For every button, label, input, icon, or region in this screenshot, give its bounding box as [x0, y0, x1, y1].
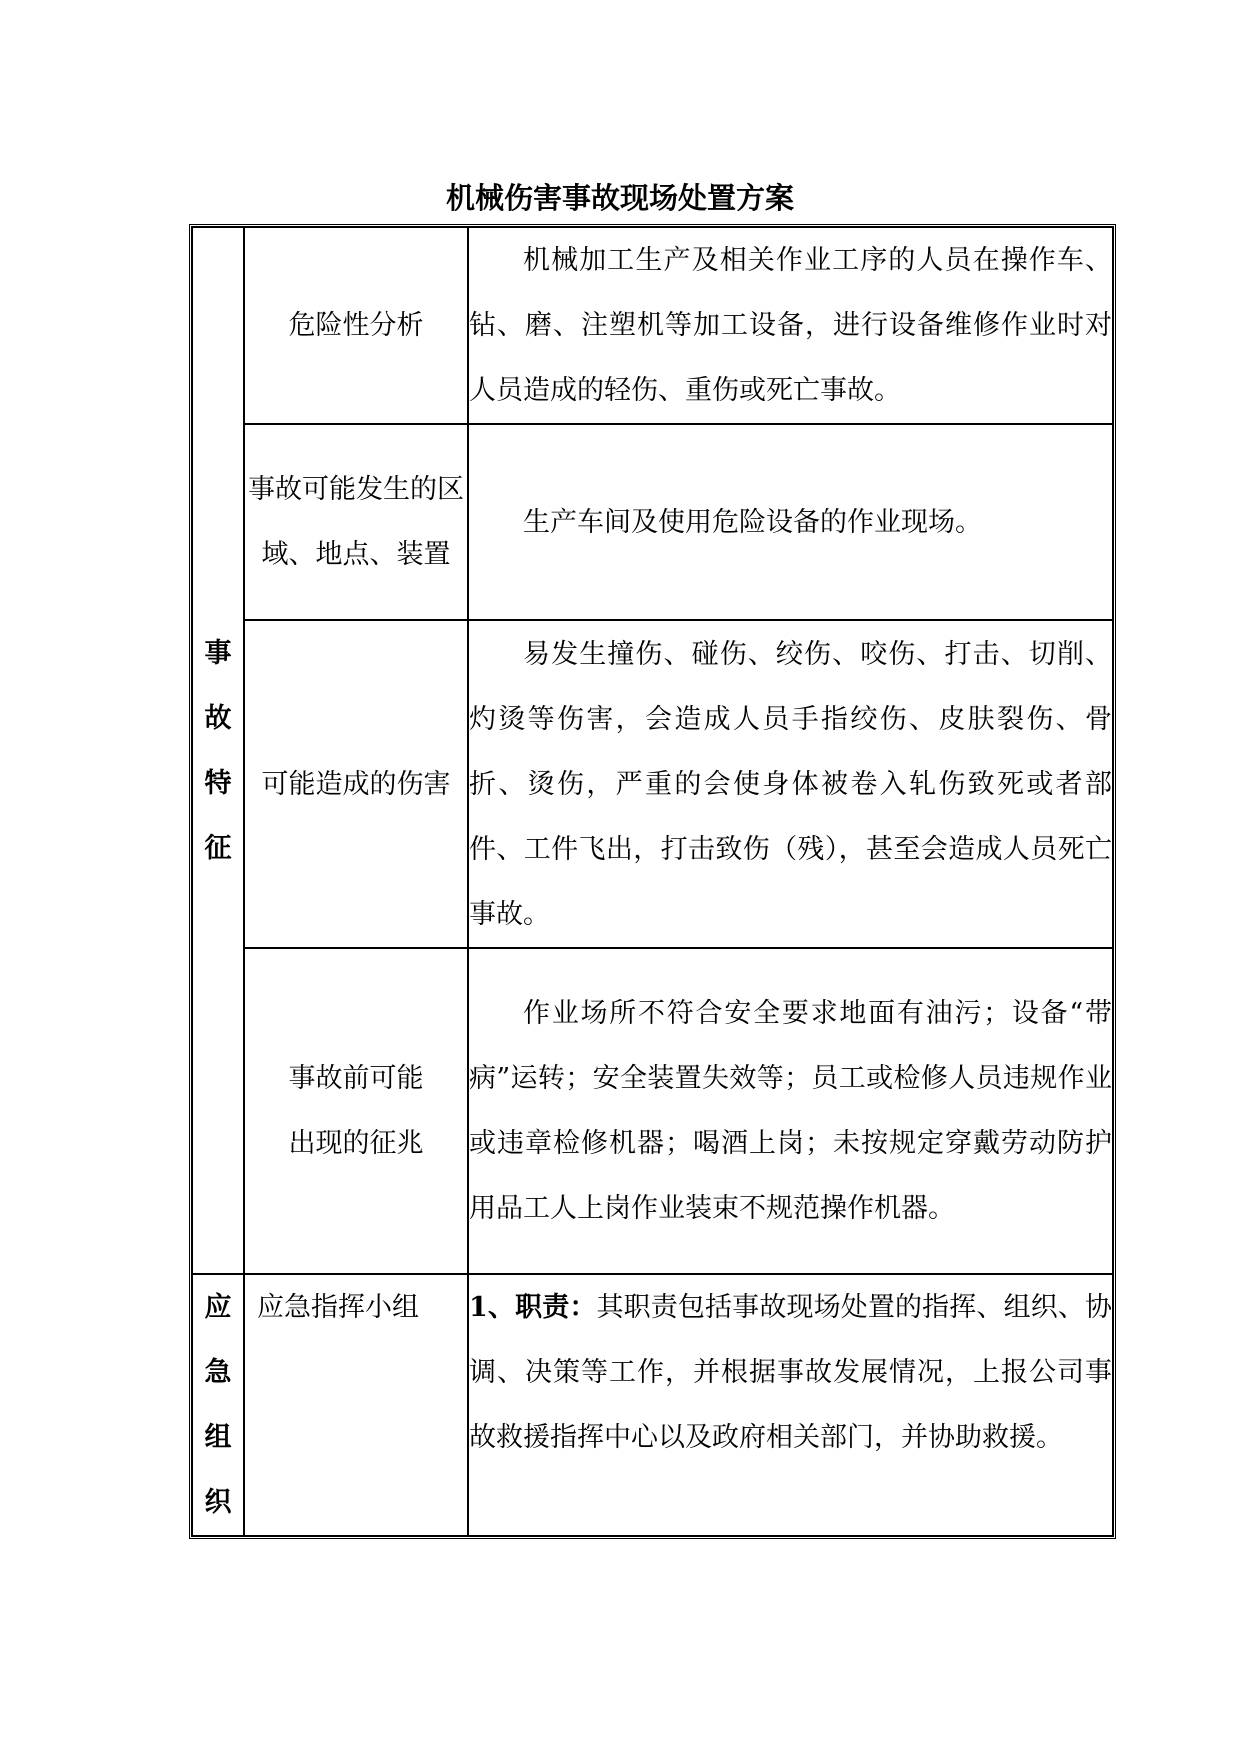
content-text: 生产车间及使用危险设备的作业现场。 — [523, 506, 982, 538]
content-lead: 1、职责： — [469, 1292, 597, 1323]
table-row — [192, 948, 1113, 1274]
table-row — [192, 424, 1113, 620]
category-label: 应急组织 — [204, 1292, 232, 1518]
row-content — [468, 620, 1113, 948]
row-label: 事故前可能出现的征兆 — [244, 948, 468, 1274]
row-label: 事故可能发生的区域、地点、装置 — [244, 424, 468, 620]
row-content — [468, 424, 1113, 620]
category-cell-accident-features — [192, 227, 244, 1274]
content-text: 机械加工生产及相关作业工序的人员在操作车、钻、磨、注塑机等加工设备，进行设备维修作业时对人员造成的轻伤、重伤或死亡事故。 — [469, 245, 1112, 406]
content-text: 其职责包括事故现场处置的指挥、组织、协调、决策等工作，并根据事故发展情况，上报公司事故救援指挥中心以及政府相关部门，并协助救援。 — [469, 1292, 1112, 1453]
category-label: 事故特征 — [204, 637, 232, 864]
row-content — [468, 227, 1113, 424]
disposal-plan-table — [189, 224, 1116, 1539]
table-row — [192, 1274, 1113, 1536]
content-text: 作业场所不符合安全要求地面有油污；设备“带病”运转；安全装置失效等；员工或检修人员违规作业或违章检修机器；喝酒上岗；未按规定穿戴劳动防护用品工人上岗作业装束不规范操作机器。 — [469, 998, 1112, 1224]
row-label: 应急指挥小组 — [244, 1274, 468, 1536]
table-row — [192, 227, 1113, 424]
table-row — [192, 620, 1113, 948]
page-title: 机械伤害事故现场处置方案 — [445, 181, 794, 215]
row-content — [468, 948, 1113, 1274]
row-content — [468, 1274, 1113, 1536]
content-text: 易发生撞伤、碰伤、绞伤、咬伤、打击、切削、灼烫等伤害，会造成人员手指绞伤、皮肤裂伤、骨折、烫伤，严重的会使身体被卷入轧伤致死或者部件、工件飞出，打击致伤（残），甚至会造成人员死亡事故。 — [469, 638, 1112, 930]
row-label: 危险性分析 — [244, 227, 468, 424]
category-cell-emergency-org — [192, 1274, 244, 1536]
row-label: 可能造成的伤害 — [244, 620, 468, 948]
